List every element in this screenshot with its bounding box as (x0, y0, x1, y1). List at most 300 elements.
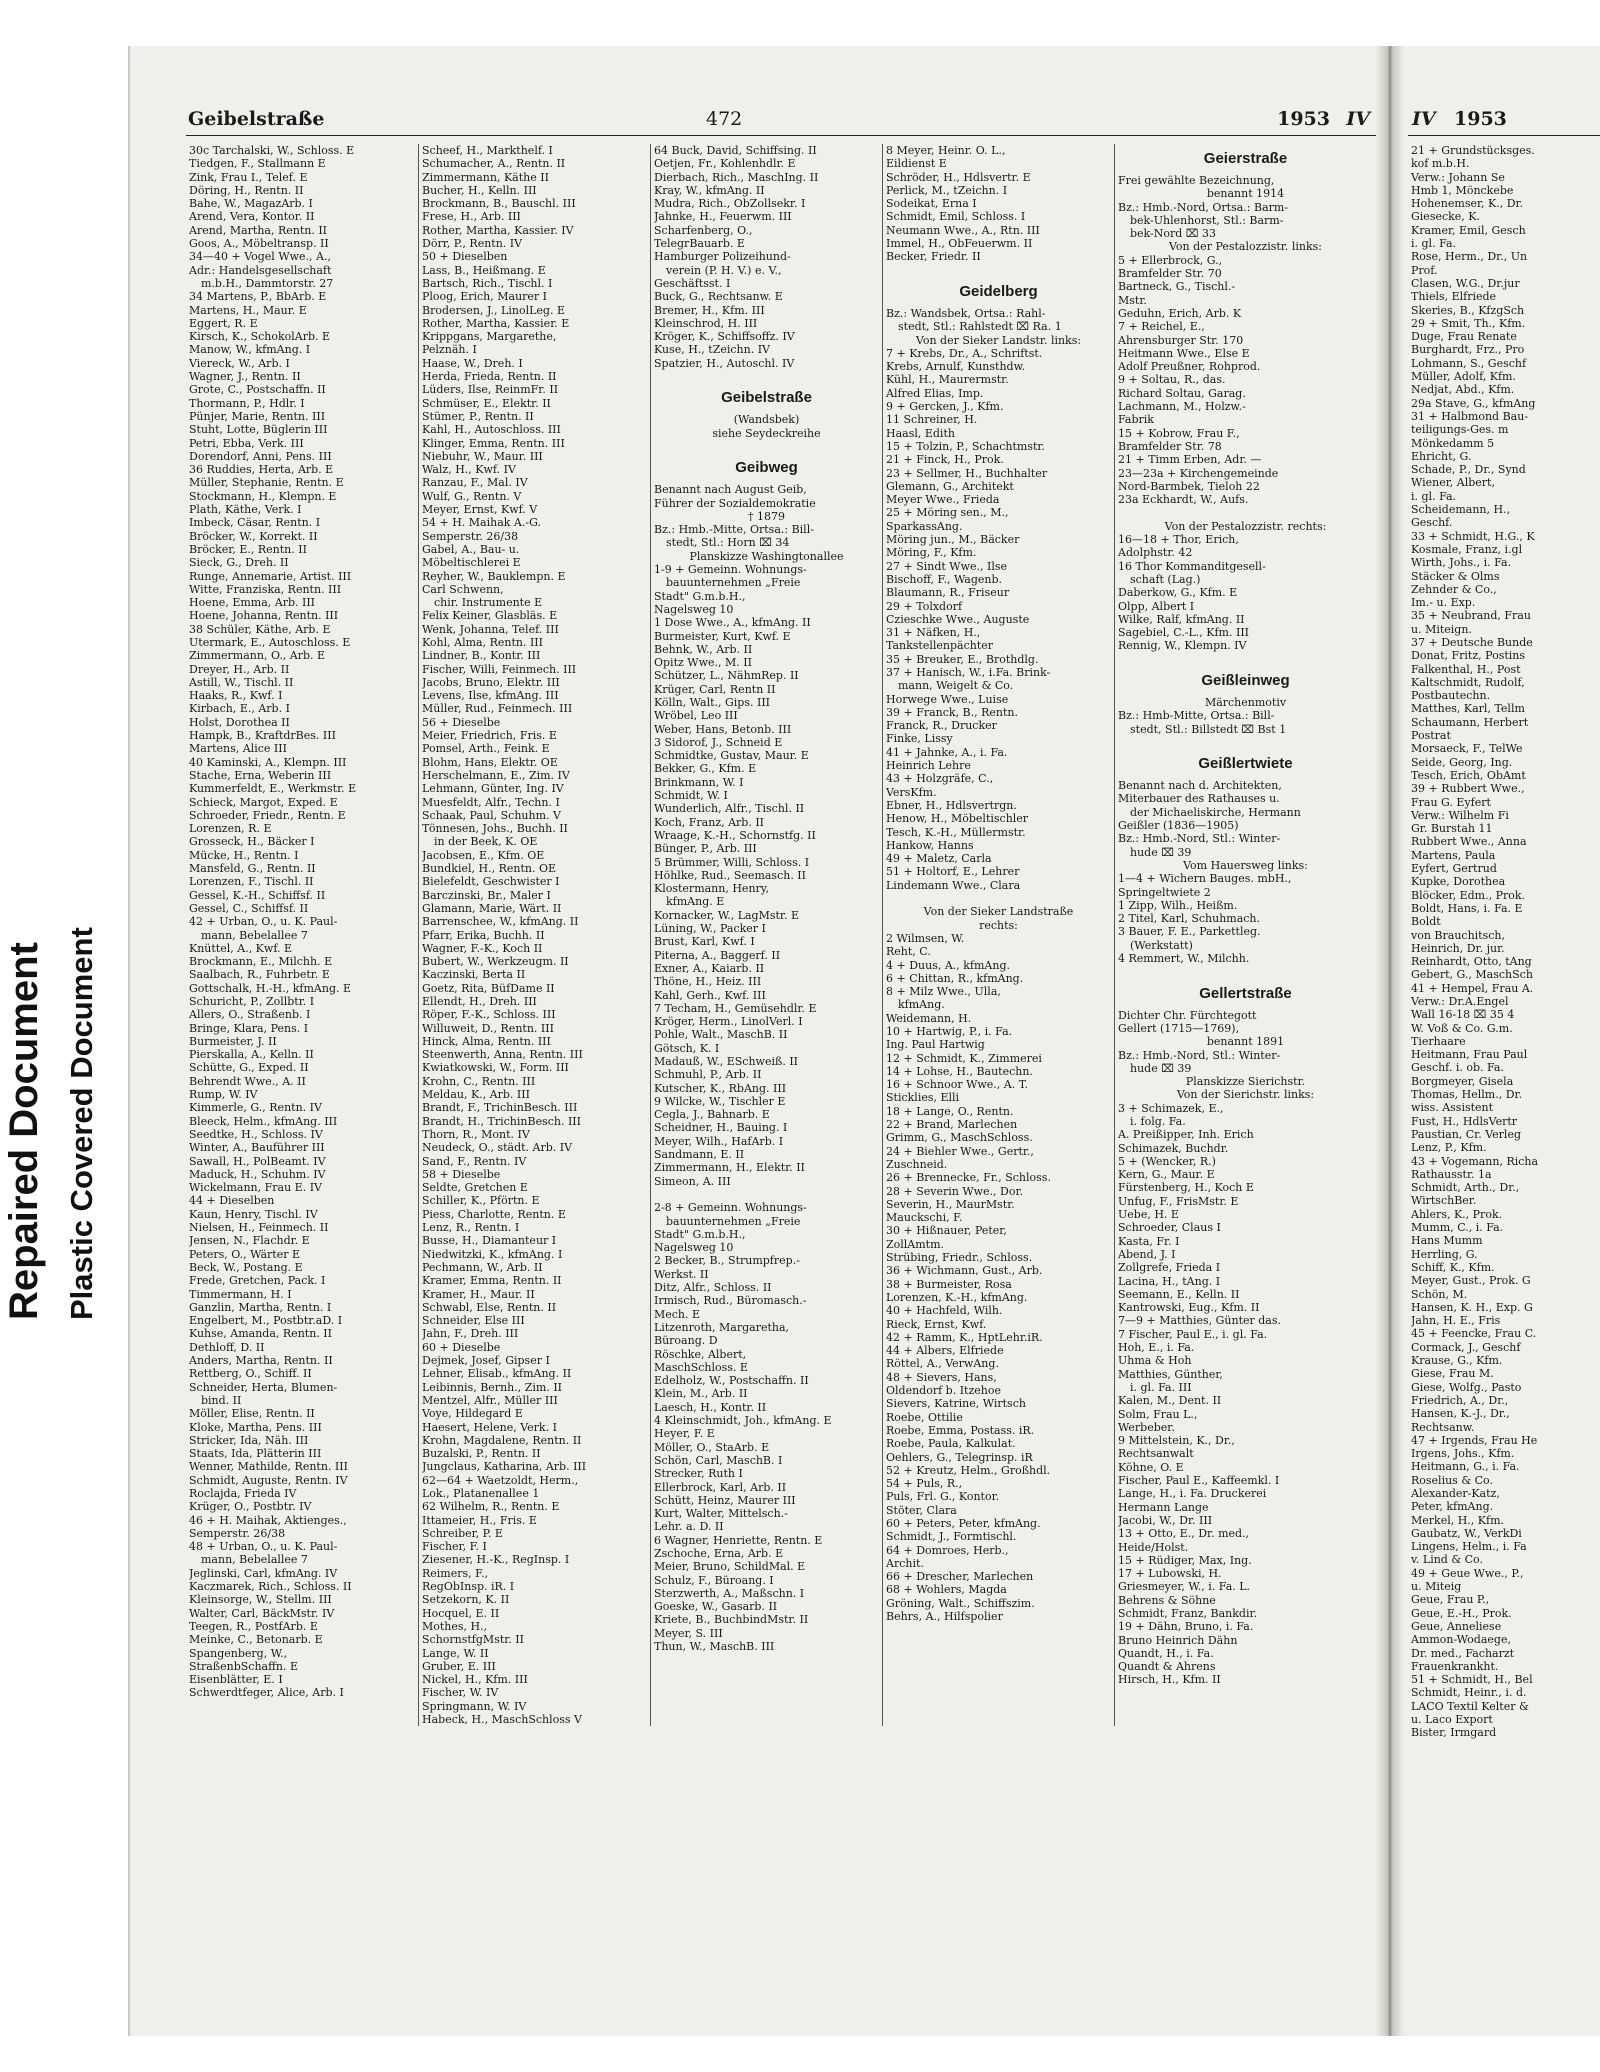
directory-entry: Alfred Elias, Imp. (886, 386, 984, 400)
directory-entry: Brandt, H., TrichinBesch. III (422, 1114, 581, 1128)
directory-entry: Peters, O., Wärter E (189, 1247, 300, 1261)
directory-entry: Behrs, A., Hilfspolier (886, 1610, 1003, 1624)
directory-entry: Schön, M. (1411, 1287, 1468, 1301)
directory-entry: teiligungs-Ges. m (1411, 423, 1509, 437)
directory-entry: 6 + Chittan, R., kfmAng. (886, 971, 1024, 985)
directory-entry: Rennig, W., Klempn. IV (1118, 639, 1247, 653)
directory-entry: Buck, G., Rechtsanw. E (654, 290, 783, 304)
directory-entry: Geschf. (1411, 516, 1453, 530)
directory-entry: 7—9 + Matthies, Günter das. (1118, 1314, 1282, 1328)
directory-entry: Abend, J. I (1118, 1247, 1176, 1261)
directory-entry: 31 + Halbmond Bau- (1411, 409, 1529, 423)
directory-column-1 (186, 144, 418, 1726)
directory-entry: Kaczmarek, Rich., Schloss. II (189, 1580, 352, 1594)
directory-entry: Werbeber. (1118, 1420, 1175, 1434)
directory-entry: Zehnder & Co., (1411, 582, 1497, 596)
directory-entry: Scharfenberg, O., (654, 223, 753, 237)
directory-entry: bauunternehmen „Freie (666, 1214, 801, 1228)
directory-entry: Rother, Martha, Kassier. IV (422, 223, 574, 237)
directory-entry: Gabel, A., Bau- u. (422, 542, 520, 556)
directory-entry: Hirsch, H., Kfm. II (1118, 1673, 1221, 1687)
directory-entry: Ziesener, H.-K., RegInsp. I (422, 1553, 570, 1567)
directory-entry: Fischer, F. I (422, 1540, 487, 1554)
directory-entry: 21 + Grundstücksges. (1411, 144, 1535, 157)
directory-entry: Führer der Sozialdemokratie (654, 496, 816, 510)
directory-entry (654, 370, 879, 383)
directory-entry: Kirsch, K., SchokolArb. E (189, 330, 331, 344)
directory-sheet (128, 46, 1600, 2036)
directory-entry: Kramer, Emil, Gesch (1411, 223, 1526, 237)
directory-entry: Oldendorf b. Itzehoe (886, 1384, 1001, 1398)
directory-entry: Planskizze Washingtonallee (689, 549, 844, 563)
directory-entry (654, 440, 879, 453)
directory-entry: Levens, Ilse, kfmAng. III (422, 689, 559, 703)
directory-entry: Alexander-Katz, (1411, 1486, 1500, 1500)
directory-column-4 (882, 144, 1114, 1726)
directory-entry: Heinrich Lehre (886, 759, 971, 773)
directory-entry: 60 + Peters, Peter, kfmAng. (886, 1516, 1041, 1530)
directory-entry: Schmidt, Emil, Schloss. I (886, 210, 1026, 224)
directory-entry: Jensen, N., Flachdr. E (189, 1234, 310, 1248)
directory-entry: Bister, Irmgard (1411, 1726, 1497, 1740)
directory-entry: Niebuhr, W., Maur. III (422, 449, 543, 463)
directory-entry: Bz.: Hmb.-Nord, Ortsa.: Barm- (1118, 200, 1289, 214)
directory-entry: Roebe, Paula, Kalkulat. (886, 1437, 1016, 1451)
directory-entry: Kosmale, Franz, i.gl (1411, 542, 1523, 556)
directory-entry: Irmisch, Rud., Büromasch.- (654, 1294, 807, 1308)
directory-entry: Nickel, H., Kfm. III (422, 1673, 528, 1687)
directory-entry: Schiller, K., Pförtn. E (422, 1194, 540, 1208)
directory-entry: 34—40 + Vogel Wwe., A., (189, 250, 331, 264)
directory-entry: Ehricht, G. (1411, 449, 1472, 463)
directory-entry: Oetjen, Fr., Kohlenhdlr. E (654, 157, 796, 171)
directory-entry: Kupke, Dorothea (1411, 875, 1506, 889)
directory-entry: Holst, Dorothea II (189, 715, 290, 729)
directory-entry: Roclajda, Frieda IV (189, 1486, 297, 1500)
directory-entry: Meldau, K., Arb. III (422, 1088, 530, 1102)
directory-entry: m.b.H., Dammtorstr. 27 (201, 276, 334, 290)
directory-entry: Von der Pestalozzistr. rechts: (1164, 519, 1327, 533)
directory-entry: Setzekorn, K. II (422, 1593, 510, 1607)
directory-entry: Thöne, H., Heiz. III (654, 975, 762, 989)
directory-entry: Barczinski, Br., Maler I (422, 888, 551, 902)
directory-entry: 54 + H. Maihak A.-G. (422, 516, 541, 530)
directory-entry: Höhlke, Rud., Seemasch. II (654, 868, 807, 882)
street-heading: Geißleinweg (1201, 671, 1290, 689)
directory-entry: Busse, H., Diamanteur I (422, 1234, 557, 1248)
right-page-header (1408, 106, 1600, 136)
directory-entry: Meinke, C., Betonarb. E (189, 1633, 323, 1647)
directory-entry: Wagner, J., Rentn. II (189, 370, 301, 384)
directory-entry: Hampk, B., KraftdrBes. III (189, 729, 336, 743)
directory-entry: Wenner, Mathilde, Rentn. III (189, 1460, 348, 1474)
directory-entry: Kölln, Walt., Gips. III (654, 695, 771, 709)
directory-entry: Kurt, Walter, Mittelsch.- (654, 1507, 788, 1521)
directory-entry: Kloke, Martha, Pens. III (189, 1420, 322, 1434)
directory-entry: Laesch, H., Kontr. II (654, 1400, 767, 1414)
directory-entry: Möbeltischlerei E (422, 556, 521, 570)
directory-entry: Allers, O., Straßenb. I (189, 1008, 311, 1022)
directory-entry: Kramer, H., Maur. II (422, 1287, 535, 1301)
directory-entry: Giese, Wolfg., Pasto (1411, 1380, 1522, 1394)
directory-entry: 26 + Brennecke, Fr., Schloss. (886, 1171, 1051, 1185)
directory-entry: Herschelmann, E., Zim. IV (422, 768, 570, 782)
directory-entry: Plath, Käthe, Verk. I (189, 503, 302, 517)
directory-entry: Hoh, E., i. Fa. (1118, 1341, 1195, 1355)
directory-entry: Thiels, Elfriede (1411, 290, 1497, 304)
directory-entry: Schroeder, Claus I (1118, 1221, 1221, 1235)
directory-entry: Kahl, Gerh., Kwf. III (654, 988, 766, 1002)
directory-entry: Hans Mumm (1411, 1234, 1483, 1248)
directory-entry: Stöter, Clara (886, 1503, 957, 1517)
directory-entry: Pelznäh. I (422, 343, 477, 357)
directory-entry: 7 + Krebs, Dr., A., Schriftst. (886, 346, 1043, 360)
directory-entry: mann, Weigelt & Co. (898, 679, 1014, 693)
directory-entry: i. gl. Fa. (1411, 237, 1457, 251)
directory-entry: Eisenblätter, E. I (189, 1673, 283, 1687)
directory-entry: Voye, Hildegard E (422, 1407, 523, 1421)
directory-entry: Lenz, P., Kfm. (1411, 1141, 1487, 1155)
directory-entry: Mstr. (1118, 293, 1147, 307)
directory-entry: Muesfeldt, Alfr., Techn. I (422, 795, 560, 809)
directory-entry: 10 + Hartwig, P., i. Fa. (886, 1025, 1013, 1038)
directory-entry: u. Laco Export (1411, 1713, 1493, 1727)
directory-entry: Verw.: Johann Se (1411, 170, 1505, 184)
directory-entry: Wröbel, Leo III (654, 709, 738, 723)
directory-entry: Daberkow, G., Kfm. E (1118, 586, 1238, 600)
directory-entry: Edelholz, W., Postschaffn. II (654, 1374, 809, 1388)
directory-entry: 7 Techam, H., Gemüsehdlr. E (654, 1001, 817, 1015)
directory-entry: Goeske, W., Gasarb. II (654, 1600, 778, 1614)
directory-entry: Frede, Gretchen, Pack. I (189, 1274, 326, 1288)
directory-entry: Pechmann, W., Arb. II (422, 1260, 543, 1274)
directory-entry: Frese, H., Arb. III (422, 210, 521, 224)
directory-entry: Brust, Karl, Kwf. I (654, 935, 755, 949)
directory-entry: Bleeck, Helm., kfmAng. III (189, 1114, 338, 1128)
directory-entry: Geue, Anneliese (1411, 1619, 1502, 1633)
directory-entry: 3 Sidorof, J., Schneid E (654, 735, 783, 749)
directory-entry: Fischer, Paul E., Kaffeemkl. I (1118, 1474, 1280, 1488)
directory-entry: Behrendt Wwe., A. II (189, 1074, 306, 1088)
directory-entry: Martens, Paula (1411, 848, 1496, 862)
directory-entry: 21 + Finck, H., Prok. (886, 453, 1004, 467)
directory-entry: 8 Meyer, Heinr. O. L., (886, 144, 1006, 157)
directory-entry: Schneider, Herta, Blumen- (189, 1380, 338, 1394)
directory-entry: 9 + Soltau, R., das. (1118, 373, 1226, 387)
directory-entry: Schade, P., Dr., Synd (1411, 463, 1526, 477)
directory-entry: Tankstellenpächter (886, 639, 994, 653)
directory-entry: 34 Martens, P., BbArb. E (189, 290, 327, 304)
directory-entry: Geduhn, Erich, Arb. K (1118, 306, 1242, 320)
directory-entry: Archit. (886, 1556, 924, 1570)
directory-entry: Perlick, M., tZeichn. I (886, 183, 1008, 197)
directory-entry: Möller, Elise, Rentn. II (189, 1407, 315, 1421)
directory-entry: Roebe, Ottilie (886, 1410, 963, 1424)
directory-entry: Meier, Friedrich, Fris. E (422, 729, 557, 743)
directory-entry: Grote, C., Postschaffn. II (189, 383, 326, 397)
directory-entry: Ittameier, H., Fris. E (422, 1513, 537, 1527)
directory-entry: Engelbert, M., Postbtr.aD. I (189, 1314, 343, 1328)
directory-entry: Ranzau, F., Mal. IV (422, 476, 528, 490)
directory-entry: 7 + Reichel, E., (1118, 320, 1205, 334)
directory-entry: RegObInsp. iR. I (422, 1580, 515, 1594)
directory-entry: Köhne, O. E (1118, 1460, 1184, 1474)
directory-entry: 42 + Urban, O., u. K. Paul- (189, 915, 338, 929)
directory-entry: Heitmann, Frau Paul (1411, 1048, 1528, 1062)
directory-entry: mann, Bebelallee 7 (201, 928, 308, 942)
directory-entry: ZollAmtm. (886, 1237, 945, 1251)
directory-entry: A. Preißipper, Inh. Erich (1118, 1128, 1254, 1142)
directory-entry: 3 + Schimazek, E., (1118, 1101, 1224, 1115)
directory-entry: 23a Eckhardt, W., Aufs. (1118, 493, 1249, 507)
directory-entry: Von der Sierichstr. links: (1176, 1088, 1315, 1102)
directory-entry: von Brauchitsch, (1411, 928, 1505, 942)
directory-entry: Lass, B., Heißmang. E (422, 263, 546, 277)
directory-entry: Hansen, K.-J., Dr., (1411, 1407, 1510, 1421)
directory-entry: Pierskalla, A., Kelln. II (189, 1048, 314, 1062)
directory-entry: Bartsch, Rich., Tischl. I (422, 276, 553, 290)
directory-entry: Bekker, G., Kfm. E (654, 762, 757, 776)
directory-entry: Schmidt, Heinr., i. d. (1411, 1686, 1527, 1700)
directory-column-5 (1114, 144, 1376, 1726)
directory-entry: Bramfelder Str. 78 (1118, 439, 1222, 453)
directory-entry: Reimers, F., (422, 1566, 489, 1580)
directory-entry: Rump, W. IV (189, 1088, 258, 1102)
directory-entry: Arend, Martha, Rentn. II (189, 223, 328, 237)
directory-entry: Meier, Bruno, SchildMal. E (654, 1560, 806, 1574)
directory-entry: 36 + Wichmann, Gust., Arb. (886, 1264, 1043, 1278)
directory-entry: LACO Textil Kelter & (1411, 1699, 1529, 1713)
directory-entry: Witte, Franziska, Rentn. III (189, 582, 342, 596)
directory-entry: 2-8 + Gemeinn. Wohnungs- (654, 1201, 807, 1215)
directory-entry: Sodeikat, Erna I (886, 197, 977, 211)
directory-entry: 7 Fischer, Paul E., i. gl. Fa. (1118, 1327, 1268, 1341)
directory-entry: Schimazek, Buchdr. (1118, 1141, 1229, 1155)
directory-entry: benannt 1891 (1206, 1035, 1285, 1049)
directory-entry: 4 Remmert, W., Milchh. (1118, 952, 1250, 966)
directory-entry: Blohm, Hans, Elektr. OE (422, 755, 558, 769)
directory-entry: Pomsel, Arth., Feink. E (422, 742, 550, 756)
directory-entry: Hermann Lange (1118, 1500, 1209, 1514)
directory-entry: Bremer, H., Kfm. III (654, 303, 765, 317)
directory-entry: Walter, Carl, BäckMstr. IV (189, 1606, 335, 1620)
directory-entry: Thomas, Hellm., Dr. (1411, 1088, 1523, 1102)
directory-entry: 17 + Lubowski, H. (1118, 1567, 1222, 1581)
directory-entry: 3 Bauer, F. E., Parkettleg. (1118, 925, 1261, 939)
directory-entry: Lehr. a. D. II (654, 1520, 724, 1534)
directory-entry: 47 + Irgends, Frau He (1411, 1433, 1538, 1447)
directory-entry: TelegrBauarb. E (654, 237, 745, 251)
street-heading: Gellertstraße (1199, 984, 1292, 1002)
directory-entry: Richard Soltau, Garag. (1118, 386, 1246, 400)
directory-entry: Krebs, Arnulf, Kunsthdw. (886, 360, 1026, 374)
directory-entry: Rettberg, O., Schiff. II (189, 1367, 312, 1381)
directory-entry: Tiedgen, F., Stallmann E (189, 157, 326, 171)
directory-entry: Wulf, G., Rentn. V (422, 489, 522, 503)
directory-entry: Wenk, Johanna, Telef. III (422, 622, 559, 636)
directory-entry: Postbautechn. (1411, 689, 1491, 703)
directory-entry: Borgmeyer, Gisela (1411, 1074, 1514, 1088)
directory-entry: W. Voß & Co. G.m. (1411, 1021, 1513, 1035)
directory-entry: Puls, Frl. G., Kontor. (886, 1490, 1000, 1504)
directory-entry: Schwerdtfeger, Alice, Arb. I (189, 1686, 344, 1700)
directory-entry: Hmb 1, Mönckebe (1411, 183, 1514, 197)
directory-entry: Heinrich, Dr. jur. (1411, 941, 1505, 955)
directory-entry (654, 1188, 879, 1201)
directory-entry: Becker, Friedr. II (886, 250, 981, 264)
directory-entry: Bünger, P., Arb. III (654, 842, 757, 856)
directory-entry: Pfarr, Erika, Buchh. II (422, 928, 545, 942)
directory-entry: Rieck, Ernst, Kwf. (886, 1317, 987, 1331)
directory-entry: Olpp, Albert I (1118, 599, 1195, 613)
directory-entry: Zschoche, Erna, Arb. E (654, 1546, 784, 1560)
directory-entry: kof m.b.H. (1411, 157, 1470, 171)
directory-entry: Ploog, Erich, Maurer I (422, 290, 548, 304)
directory-entry: Müller, Stephanie, Rentn. E (189, 476, 344, 490)
directory-entry: Schütt, Heinz, Maurer III (654, 1493, 796, 1507)
directory-entry: Kray, W., kfmAng. II (654, 183, 765, 197)
directory-entry: Strecker, Ruth I (654, 1467, 743, 1481)
directory-entry: Kimmerle, G., Rentn. IV (189, 1101, 322, 1115)
directory-entry: Kahl, H., Autoschloss. III (422, 423, 561, 437)
directory-entry: Goos, A., Möbeltransp. II (189, 237, 329, 251)
right-page-column (1408, 144, 1600, 1740)
directory-entry: Ahlers, K., Prok. (1411, 1207, 1503, 1221)
directory-entry: kfmAng. E (666, 895, 725, 909)
directory-entry: Thormann, P., Hdlr. I (189, 396, 305, 410)
directory-entry: i. gl. Fa. III (1130, 1380, 1192, 1394)
directory-entry: Simeon, A. III (654, 1174, 731, 1188)
directory-entry: Dichter Chr. Fürchtegott (1118, 1008, 1257, 1022)
directory-entry: 2 Becker, B., Strumpfrep.- (654, 1254, 800, 1268)
directory-entry: Von der Sieker Landstraße (923, 905, 1074, 919)
directory-entry: Sievers, Katrine, Wirtsch (886, 1397, 1026, 1411)
directory-entry: wiss. Assistent (1411, 1101, 1494, 1115)
directory-entry: Scheef, H., Markthelf. I (422, 144, 553, 157)
directory-entry: 46 + H. Maihak, Aktienges., (189, 1513, 347, 1527)
directory-entry: Jeglinski, Carl, kfmAng. IV (189, 1566, 338, 1580)
directory-entry: Semperstr. 26/38 (189, 1526, 286, 1540)
right-page (1408, 106, 1600, 1986)
directory-entry: 38 Schüler, Käthe, Arb. E (189, 622, 331, 636)
directory-entry: Kornacker, W., LagMstr. E (654, 908, 800, 922)
directory-entry: Runge, Annemarie, Artist. III (189, 569, 352, 583)
directory-entry: Müller, Adolf, Kfm. (1411, 370, 1516, 384)
directory-entry: Schulz, F., Büroang. I (654, 1573, 774, 1587)
directory-entry: bauunternehmen „Freie (666, 576, 801, 590)
directory-entry: Heide/Holst. (1118, 1540, 1189, 1554)
directory-entry: Schützer, L., NähmRep. II (654, 669, 799, 683)
directory-entry: Roebe, Emma, Postass. iR. (886, 1423, 1035, 1437)
directory-entry (1118, 506, 1373, 519)
directory-entry: rechts: (979, 918, 1018, 932)
directory-entry: Wickelmann, Frau E. IV (189, 1181, 322, 1195)
directory-entry: Severin, H., MaurMstr. (886, 1197, 1015, 1211)
directory-entry: 42 + Ramm, K., HptLehr.iR. (886, 1330, 1043, 1344)
right-header-volume: IV (1412, 108, 1436, 130)
directory-entry: SchornstfgMstr. II (422, 1633, 524, 1647)
directory-entry: Hoene, Emma, Arb. III (189, 596, 316, 610)
directory-entry: Verw.: Wilhelm Fi (1411, 808, 1509, 822)
directory-entry: Jahn, H. E., Fris (1411, 1314, 1501, 1328)
directory-entry: 30c Tarchalski, W., Schloss. E (189, 144, 355, 157)
directory-entry: 44 + Albers, Elfriede (886, 1344, 1004, 1358)
directory-entry: Donat, Fritz, Postins (1411, 649, 1526, 663)
directory-entry: mann, Bebelallee 7 (201, 1553, 308, 1567)
directory-entry: Bz.: Hmb.-Mitte, Ortsa.: Bill- (654, 523, 814, 537)
directory-entry: Blaumann, R., Friseur (886, 586, 1010, 600)
directory-entry: Neumann Wwe., A., Rtn. III (886, 223, 1040, 237)
directory-entry: 37 + Deutsche Bunde (1411, 635, 1533, 649)
directory-entry: Lindner, B., Kontr. III (422, 649, 541, 663)
directory-entry: 54 + Puls, R., (886, 1477, 963, 1491)
directory-entry: Schmidt, Arth., Dr., (1411, 1181, 1520, 1195)
directory-entry: Reinhardt, Otto, tAng (1411, 955, 1532, 969)
directory-entry: hude ⌧ 39 (1130, 845, 1192, 859)
directory-entry: Dejmek, Josef, Gipser I (422, 1354, 550, 1368)
directory-entry: in der Beek, K. OE (434, 835, 538, 849)
directory-entry: Geschf. i. ob. Fa. (1411, 1061, 1504, 1075)
directory-entry: 16 Thor Kommanditgesell- (1118, 559, 1266, 573)
directory-entry: 64 Buck, David, Schiffsing. II (654, 144, 817, 157)
directory-entry: 66 + Drescher, Marlechen (886, 1570, 1034, 1584)
directory-entry: Stache, Erna, Weberin III (189, 768, 332, 782)
directory-entry: Dreyer, H., Arb. II (189, 662, 290, 676)
directory-entry: Fischer, W. IV (422, 1686, 499, 1700)
directory-entry: Lachmann, M., Holzw.- (1118, 400, 1246, 414)
directory-entry: Kuse, H., tZeichn. IV (654, 343, 770, 357)
directory-entry: Bischoff, F., Wagenb. (886, 572, 1003, 586)
directory-entry: der Michaeliskirche, Hermann (1130, 805, 1301, 819)
directory-entry: Meyer, Gust., Prok. G (1411, 1274, 1531, 1288)
directory-entry: stedt, Stl.: Horn ⌧ 34 (666, 536, 790, 550)
directory-entry: Stümer, P., Rentn. II (422, 409, 534, 423)
directory-entry: Falkenthal, H., Post (1411, 662, 1521, 676)
directory-entry: Zimmermann, O., Arb. E (189, 649, 326, 663)
directory-entry: Madauß, W., ESchweiß. II (654, 1055, 799, 1068)
directory-entry: Schaak, Paul, Schuhm. V (422, 808, 561, 822)
directory-entry: Haasl, Edith (886, 426, 955, 440)
directory-entry: Maduck, H., Schuhm. IV (189, 1167, 326, 1181)
directory-entry: Reyher, W., Bauklempn. E (422, 569, 566, 583)
directory-entry: Matthes, Karl, Tellm (1411, 702, 1525, 716)
directory-entry: Mothes, H., (422, 1619, 488, 1633)
directory-entry: Glemann, G., Architekt (886, 479, 1014, 493)
directory-entry: Kaczinski, Berta II (422, 968, 526, 982)
directory-entry: Habeck, H., MaschSchloss V (422, 1713, 582, 1727)
directory-entry: Teegen, R., PostfArb. E (189, 1619, 318, 1633)
directory-entry: Wilke, Ralf, kfmAng. II (1118, 612, 1245, 626)
directory-entry: bind. II (201, 1393, 242, 1407)
directory-entry: 52 + Kreutz, Helm., Großhdl. (886, 1463, 1051, 1477)
directory-entry: Uebe, H. E (1118, 1208, 1179, 1222)
directory-entry: Grimm, G., MaschSchloss. (886, 1131, 1033, 1145)
directory-entry: Von der Pestalozzistr. links: (1169, 240, 1322, 254)
directory-entry: Cormack, J., Geschf (1411, 1340, 1521, 1354)
directory-entry: Röper, F.-K., Schloss. III (422, 1008, 556, 1022)
directory-entry: Kleinsorge, W., Stellm. III (189, 1593, 332, 1607)
directory-entry: Mansfeld, G., Rentn. II (189, 862, 316, 876)
directory-entry: 22 + Brand, Marlechen (886, 1118, 1018, 1132)
directory-entry: Benannt nach d. Architekten, (1118, 779, 1282, 793)
directory-entry: Schwabl, Else, Rentn. II (422, 1300, 557, 1314)
directory-entry: Willuweit, D., Rentn. III (422, 1021, 554, 1035)
directory-entry: Kaltschmidt, Rudolf, (1411, 675, 1525, 689)
directory-entry: Mech. E (654, 1307, 701, 1321)
directory-entry: Kalen, M., Dent. II (1118, 1394, 1222, 1408)
directory-entry: 15 + Rüdiger, Max, Ing. (1118, 1553, 1252, 1567)
street-heading: Geierstraße (1203, 150, 1288, 167)
